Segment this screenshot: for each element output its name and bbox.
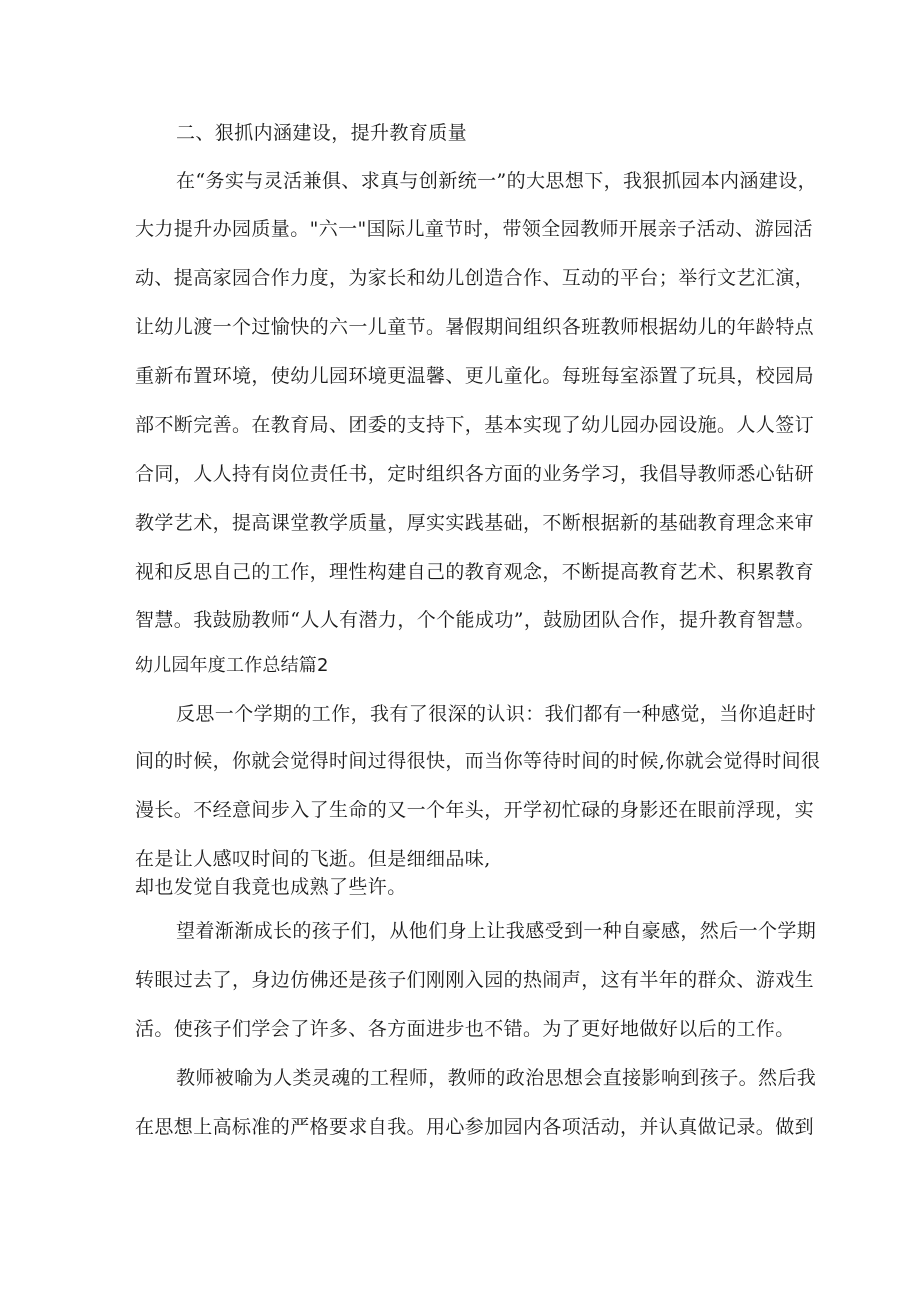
section-heading: 二、狠抓内涵建设，提升教育质量	[176, 122, 468, 144]
paragraph-line: 间的时候，你就会觉得时间过得很快，而当你等待时间的时候,你就会觉得时间很	[135, 750, 821, 772]
paragraph-line: 望着渐渐成长的孩子们，从他们身上让我感受到一种自豪感，然后一个学期	[176, 920, 817, 942]
paragraph-line: 大力提升办园质量。"六一"国际儿童节时，带领全园教师开展亲子活动、游园活	[135, 218, 813, 240]
paragraph-line: 漫长。不经意间步入了生命的又一个年头，开学初忙碌的身影还在眼前浮现，实	[135, 799, 815, 821]
paragraph-line: 教学艺术，提高课堂教学质量，厚实实践基础，不断根据新的基础教育理念来审	[135, 512, 815, 534]
paragraph-line: 在是让人感叹时间的飞逝。但是细细品味,	[135, 848, 491, 870]
paragraph-line: 动、提高家园合作力度，为家长和幼儿创造合作、互动的平台；举行文艺汇演，	[135, 267, 815, 289]
paragraph-line: 反思一个学期的工作，我有了很深的认识：我们都有一种感觉，当你追赶时	[176, 703, 817, 725]
article-title: 幼儿园年度工作总结篇2	[135, 655, 329, 676]
paragraph-line: 重新布置环境，使幼儿园环境更温馨、更儿童化。每班每室添置了玩具，校园局	[135, 365, 815, 387]
paragraph-line: 部不断完善。在教育局、团委的支持下，基本实现了幼儿园办园设施。人人签订	[135, 414, 815, 436]
paragraph-line: 智慧。我鼓励教师“人人有潜力，个个能成功”，鼓励团队合作，提升教育智慧。	[135, 609, 815, 631]
paragraph-line: 让幼儿渡一个过愉快的六一儿童节。暑假期间组织各班教师根据幼儿的年龄特点	[135, 316, 815, 338]
paragraph-line: 教师被喻为人类灵魂的工程师，教师的政治思想会直接影响到孩子。然后我	[176, 1067, 817, 1089]
paragraph-line: 视和反思自己的工作，理性构建自己的教育观念，不断提高教育艺术、积累教育	[135, 561, 815, 583]
paragraph-line: 在思想上高标准的严格要求自我。用心参加园内各项活动，并认真做记录。做到	[135, 1116, 815, 1138]
paragraph-line: 合同，人人持有岗位责任书，定时组织各方面的业务学习，我倡导教师悉心钻研	[135, 463, 815, 485]
paragraph-line: 却也发觉自我竟也成熟了些许。	[135, 876, 407, 898]
paragraph-line: 在“务实与灵活兼俱、求真与创新统一”的大思想下，我狠抓园本内涵建设，	[176, 170, 818, 192]
paragraph-line: 转眼过去了，身边仿佛还是孩子们刚刚入园的热闹声，这有半年的群众、游戏生	[135, 969, 815, 991]
paragraph-line: 活。使孩子们学会了许多、各方面进步也不错。为了更好地做好以后的工作。	[135, 1018, 795, 1040]
